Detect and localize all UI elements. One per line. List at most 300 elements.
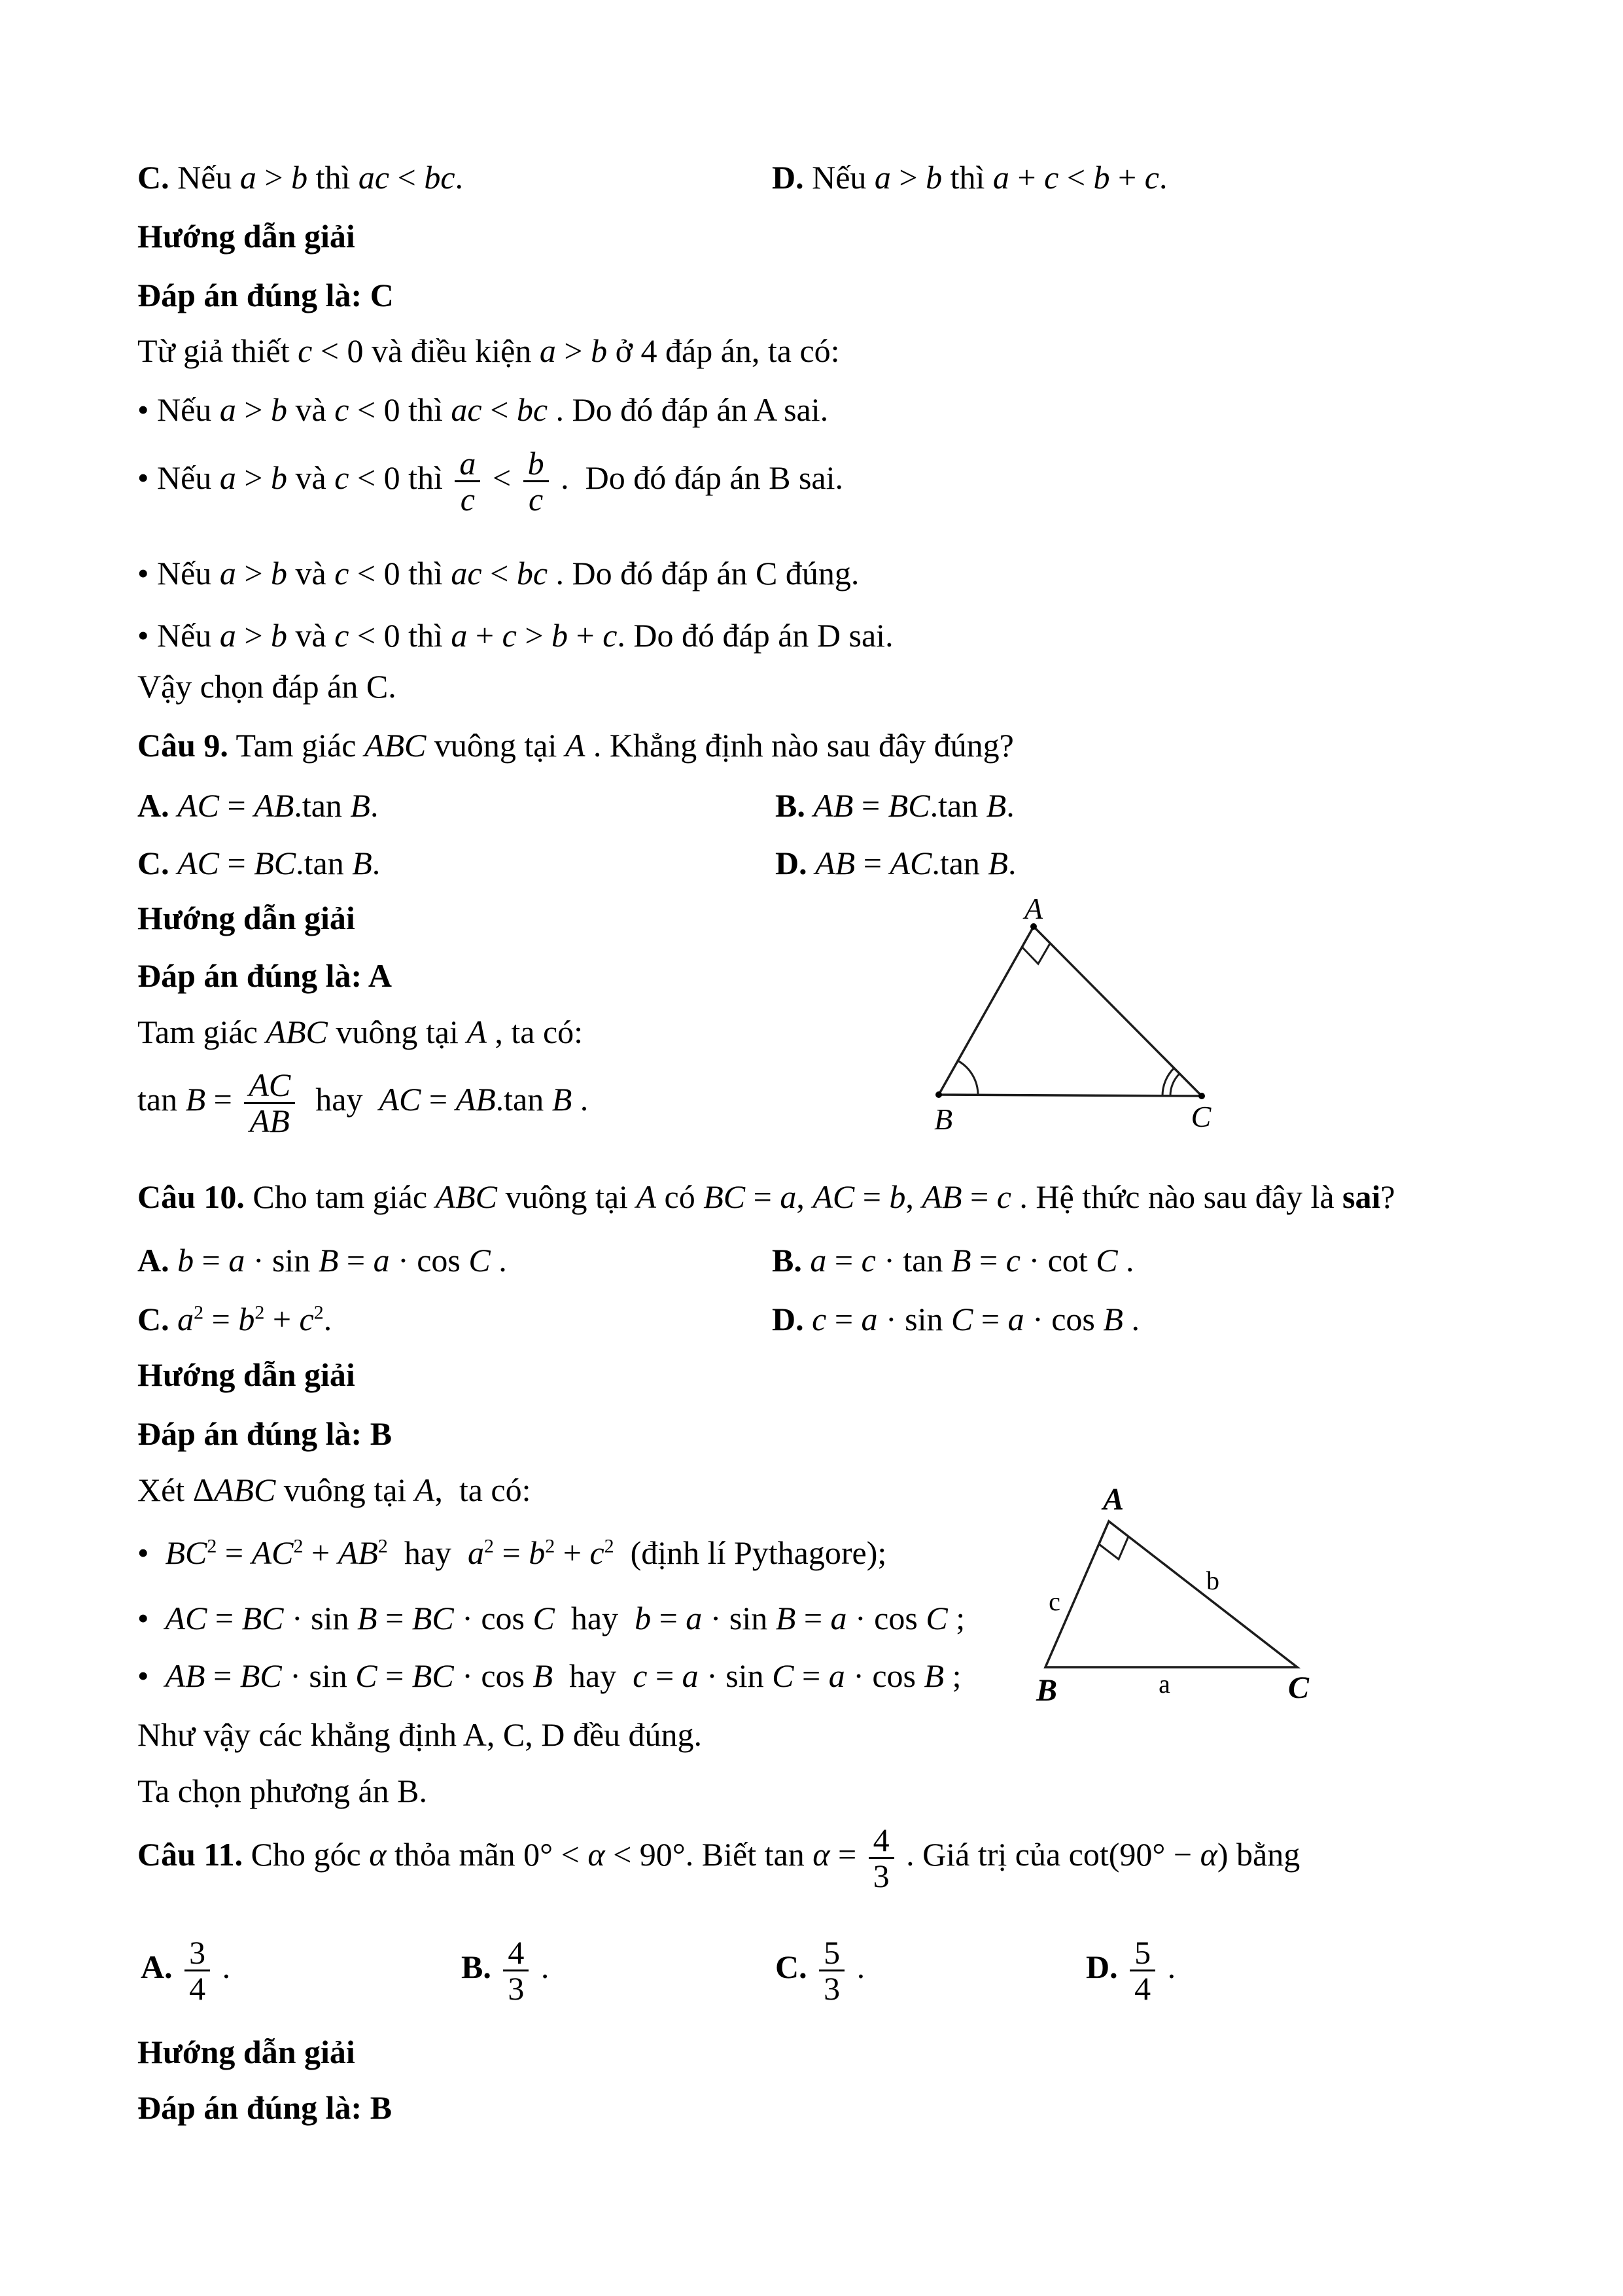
text-run: hay [554, 1600, 635, 1636]
text-run: • [137, 1657, 166, 1694]
text-run: D. [772, 1301, 812, 1337]
text-run: = [971, 1242, 1006, 1279]
text-run: = [854, 1178, 890, 1215]
triangle-figure-q9 [929, 895, 1236, 1139]
text-run: và [287, 555, 335, 592]
text-run: a [177, 1301, 194, 1337]
text-run: a [373, 1242, 390, 1279]
q10-option-c [137, 1299, 332, 1339]
text-run: ac [451, 555, 482, 592]
text-run: B [986, 787, 1007, 824]
vertex-label-a: A [1024, 895, 1043, 925]
side-label-b: b [1206, 1566, 1219, 1595]
text-run: A [466, 1014, 487, 1050]
q9-guide-heading [137, 898, 355, 938]
text-run: < 0 thì [349, 555, 451, 592]
text-run: b [551, 617, 568, 654]
triangle-abc-svg [929, 895, 1236, 1139]
text-run: c [1005, 1242, 1021, 1279]
fraction: $\frac{b}{c}$ [523, 446, 549, 516]
text-run: a [686, 1600, 703, 1636]
text-run: B. [772, 1242, 811, 1279]
fraction: $\frac{3}{4}$ [184, 1935, 210, 2005]
text-run: b [591, 332, 608, 369]
q10-note [137, 1714, 702, 1755]
text-run: • [137, 1534, 166, 1571]
vertex-dot-b [935, 1091, 942, 1098]
text-run: a [682, 1657, 699, 1694]
text-run: a [874, 159, 891, 196]
q10-title [137, 1176, 1395, 1217]
text-run: • Nếu [137, 391, 220, 428]
text-run: vuông tại [426, 727, 565, 764]
text-run: c [602, 617, 618, 654]
q9-option-b [775, 785, 1015, 826]
text-run: AB [455, 1080, 496, 1118]
text-run: > [236, 617, 271, 654]
text-run: α [1200, 1835, 1217, 1873]
text-run: B [350, 787, 370, 824]
text-run: B [532, 1657, 553, 1694]
text-run: B [352, 845, 372, 881]
text-run: BC [411, 1657, 454, 1694]
text-run: B [775, 1600, 796, 1636]
superscript: 2 [545, 1535, 555, 1557]
text-run: c [1044, 159, 1059, 196]
text-run: a [451, 617, 468, 654]
text-run: + [568, 617, 603, 654]
text-run: < [481, 391, 517, 428]
text-run: ABC [435, 1178, 497, 1215]
text-run: a [539, 332, 556, 369]
text-run: Tam giác [228, 727, 364, 764]
text-run: · tan [875, 1242, 951, 1279]
superscript: 2 [293, 1535, 304, 1557]
q11-title [137, 1823, 1300, 1893]
text-run: . [848, 1948, 865, 1985]
q11-guide-heading [137, 2032, 355, 2072]
superscript: 2 [313, 1301, 324, 1324]
text-run: . [370, 787, 379, 824]
text-run: bc [516, 391, 548, 428]
text-run: C [532, 1600, 555, 1636]
q10-option-a [137, 1240, 507, 1280]
text-run: c [502, 617, 517, 654]
q10-choice [137, 1771, 427, 1811]
text-run: α [587, 1835, 605, 1873]
text-run: . [532, 1948, 550, 1985]
vertex-label-a: A [1102, 1482, 1125, 1517]
text-run: = [194, 1242, 229, 1279]
q9-option-a [137, 785, 378, 826]
text-run: AC [177, 787, 220, 824]
text-run: b [635, 1600, 652, 1636]
text-run: < 90°. Biết tan [604, 1835, 813, 1873]
q8-bullet-a [137, 389, 828, 430]
text-run: b [238, 1301, 255, 1337]
text-run: , [796, 1178, 813, 1215]
text-run: AB [254, 787, 294, 824]
text-run: Câu 10. [137, 1178, 245, 1215]
text-run: + [264, 1301, 300, 1337]
triangle-figure-q10 [1034, 1482, 1315, 1708]
triangle-sides [939, 927, 1202, 1096]
text-run: b [1093, 159, 1110, 196]
text-run: + [303, 1534, 338, 1571]
superscript: 2 [604, 1535, 614, 1557]
text-run: · sin [281, 1657, 356, 1694]
text-run: .tan [930, 787, 986, 824]
text-run: hay [553, 1657, 633, 1694]
text-run: BC [411, 1600, 454, 1636]
text-run: C. [137, 1301, 178, 1337]
text-run: a [1007, 1301, 1024, 1337]
text-run: . Do đó đáp án D sai. [617, 617, 894, 654]
text-run: = [855, 845, 890, 881]
text-run: = [217, 1534, 252, 1571]
text-run: = [377, 1600, 412, 1636]
q8-answer-heading [137, 275, 394, 315]
text-run: B [988, 845, 1008, 881]
superscript: 2 [377, 1535, 388, 1557]
text-run: C [468, 1242, 491, 1279]
text-run: = [203, 1301, 239, 1337]
text-run: c [298, 332, 313, 369]
q8-bullet-d [137, 615, 894, 656]
text-run: < 0 thì [349, 459, 451, 496]
text-run: · sin [245, 1242, 319, 1279]
text-run: . [1123, 1301, 1140, 1337]
text-run: BC [165, 1534, 207, 1571]
text-run: ; [947, 1600, 966, 1636]
text-run: .tan [296, 845, 353, 881]
text-run: B [185, 1080, 206, 1118]
text-run: AB [815, 845, 856, 881]
text-run: Hướng dẫn giải [137, 1356, 355, 1393]
text-run: • [137, 1600, 166, 1636]
text-run: c [299, 1301, 314, 1337]
superscript: 2 [207, 1535, 217, 1557]
text-run: hay [387, 1534, 468, 1571]
text-run: = [494, 1534, 529, 1571]
text-run: c [334, 617, 349, 654]
q8-conclusion [137, 666, 396, 707]
text-run: b [177, 1242, 194, 1279]
text-run: · cos [846, 1600, 926, 1636]
text-run: AB [338, 1534, 378, 1571]
right-angle-mark [1099, 1536, 1128, 1559]
text-run: ; [944, 1657, 962, 1694]
text-run: D. [772, 159, 812, 196]
text-run: α [369, 1835, 387, 1873]
text-run: A [414, 1472, 435, 1508]
text-run: BC [254, 845, 296, 881]
text-run: > [890, 159, 926, 196]
text-run: và [287, 459, 335, 496]
text-run: C [926, 1600, 948, 1636]
text-run: (định lí Pythagore); [614, 1534, 887, 1571]
text-run: , ta có: [434, 1472, 531, 1508]
text-run: c [633, 1657, 648, 1694]
text-run: C. [775, 1948, 816, 1985]
text-run: a [228, 1242, 245, 1279]
text-run: Cho góc [243, 1835, 370, 1873]
text-run: = [795, 1600, 831, 1636]
text-run: a [219, 555, 236, 592]
text-run: < [389, 159, 425, 196]
text-run: Nếu [812, 159, 875, 196]
text-run: AC [165, 1600, 207, 1636]
text-run: + [1009, 159, 1045, 196]
q8-bullet-c [137, 553, 859, 593]
text-run: hay [299, 1080, 379, 1118]
text-run: Hướng dẫn giải [137, 218, 355, 255]
text-run: · sin [698, 1657, 773, 1694]
text-run: vuông tại [275, 1472, 415, 1508]
text-run: , ta có: [486, 1014, 584, 1050]
text-run: B [924, 1657, 945, 1694]
q10-guide-heading [137, 1354, 355, 1395]
superscript: 2 [484, 1535, 495, 1557]
text-run: ở 4 đáp án, ta có: [607, 332, 840, 369]
text-run: sai [1342, 1178, 1381, 1215]
text-run: .tan [932, 845, 988, 881]
text-run: . Hệ thức nào sau đây là [1011, 1178, 1343, 1215]
vertex-label-c: C [1287, 1670, 1310, 1705]
text-run: = [377, 1657, 412, 1694]
text-run: + [467, 617, 502, 654]
text-run: , [905, 1178, 922, 1215]
text-run: B [1103, 1301, 1123, 1337]
text-run: D. [1086, 1948, 1126, 1985]
text-run: · cos [453, 1600, 533, 1636]
text-run: Đáp án đúng là: B [137, 2089, 393, 2126]
text-run: Câu 11. [137, 1835, 243, 1873]
text-run: b [291, 159, 308, 196]
text-run: . [572, 1080, 589, 1118]
q11-option-d [1086, 1935, 1176, 2005]
text-run: BC [888, 787, 930, 824]
text-run: A. [141, 1948, 181, 1985]
text-run: . [1117, 1242, 1134, 1279]
text-run: = [853, 787, 888, 824]
q8-option-c [137, 157, 463, 198]
text-run: . Do đó đáp án C đúng. [548, 555, 860, 592]
q11-answer-heading [137, 2087, 392, 2128]
text-run: · cot [1020, 1242, 1096, 1279]
text-run: < [484, 459, 519, 496]
text-run: B [318, 1242, 339, 1279]
q10-option-d [772, 1299, 1140, 1339]
text-run: > [236, 459, 271, 496]
text-run: . Do đó đáp án B sai. [552, 459, 843, 496]
text-run: • Nếu [137, 617, 220, 654]
text-run: a [828, 1657, 845, 1694]
text-run: A. [137, 1242, 178, 1279]
text-run: < 0 thì [349, 391, 451, 428]
text-run: Đáp án đúng là: B [137, 1415, 393, 1452]
q9-body1 [137, 1012, 583, 1052]
text-run: . [1006, 787, 1015, 824]
q10-body1 [137, 1470, 531, 1510]
text-run: A. [137, 787, 178, 824]
triangle-sides [1045, 1521, 1297, 1667]
text-run: Hướng dẫn giải [137, 2034, 355, 2070]
text-run: D. [775, 845, 816, 881]
q10-answer-heading [137, 1413, 392, 1454]
angle-arc-b [958, 1061, 978, 1095]
angle-arc-c-inner [1170, 1074, 1179, 1096]
fraction: $\frac{a}{c}$ [455, 446, 480, 516]
text-run: Đáp án đúng là: C [137, 277, 394, 313]
text-run: Từ giả thiết [137, 332, 298, 369]
superscript: 2 [254, 1301, 265, 1324]
q8-guide-heading [137, 216, 355, 256]
text-run: ABC [213, 1472, 276, 1508]
triangle-abc-sides-svg [1034, 1482, 1315, 1708]
text-run: và [287, 617, 335, 654]
q9-option-c [137, 843, 380, 883]
text-run: vuông tại [327, 1014, 467, 1050]
q11-option-c [775, 1935, 865, 2005]
q9-title [137, 725, 1014, 766]
text-run: . Do đó đáp án A sai. [548, 391, 829, 428]
text-run: BC [239, 1657, 282, 1694]
text-run: và [287, 391, 335, 428]
text-run: Cho tam giác [244, 1178, 436, 1215]
text-run: b [926, 159, 943, 196]
text-run: B [551, 1080, 572, 1118]
text-run: = [205, 1080, 241, 1118]
text-run: Xét Δ [137, 1472, 214, 1508]
text-run: ABC [364, 727, 427, 764]
text-run: bc [424, 159, 455, 196]
text-run: = [826, 1301, 862, 1337]
text-run: C. [137, 845, 178, 881]
text-run: AC [890, 845, 932, 881]
text-run: A [565, 727, 585, 764]
text-run: Đáp án đúng là: A [137, 957, 393, 994]
text-run: thì [942, 159, 993, 196]
text-run: a [780, 1178, 797, 1215]
text-run: > [516, 617, 552, 654]
text-run: C [951, 1301, 973, 1337]
text-run: vuông tại [497, 1178, 637, 1215]
q10-bullet-3 [137, 1655, 961, 1696]
text-run: a [219, 391, 236, 428]
text-run: α [812, 1835, 830, 1873]
text-run: < [481, 555, 517, 592]
text-run: ABC [266, 1014, 328, 1050]
text-run: c [334, 391, 349, 428]
side-label-c: c [1049, 1587, 1060, 1616]
text-run: Hướng dẫn giải [137, 900, 355, 936]
text-run: b [271, 617, 288, 654]
text-run: Tam giác [137, 1014, 266, 1050]
q9-option-d [775, 843, 1016, 883]
text-run: > [555, 332, 591, 369]
text-run: . [1159, 159, 1168, 196]
text-run: . [490, 1242, 507, 1279]
vertex-label-c: C [1191, 1100, 1212, 1133]
text-run: Ta chọn phương án B. [137, 1773, 428, 1809]
text-run: thỏa mãn 0° < [386, 1835, 588, 1873]
text-run: B [951, 1242, 971, 1279]
text-run: = [651, 1600, 686, 1636]
text-run: b [271, 459, 288, 496]
text-run: . Giá trị của cot(90° − [898, 1835, 1200, 1873]
q11-option-a [141, 1935, 230, 2005]
text-run: < [1058, 159, 1094, 196]
text-run: = [829, 1835, 865, 1873]
vertex-label-b: B [1036, 1673, 1058, 1708]
text-run: c [812, 1301, 827, 1337]
text-run: · cos [1024, 1301, 1104, 1337]
fraction: $\frac{AC}{AB}$ [244, 1068, 295, 1138]
text-run: . [1159, 1948, 1176, 1985]
text-run: c [996, 1178, 1011, 1215]
text-run: b [271, 555, 288, 592]
text-run: A [636, 1178, 656, 1215]
text-run: . Khẳng định nào sau đây đúng? [585, 727, 1014, 764]
side-label-a: a [1159, 1669, 1170, 1699]
text-run: AC [177, 845, 220, 881]
text-run: + [1109, 159, 1145, 196]
text-run: = [826, 1242, 862, 1279]
text-run: b [271, 391, 288, 428]
text-run: Như vậy các khẳng định A, C, D đều đúng. [137, 1716, 703, 1753]
q10-option-b [772, 1240, 1134, 1280]
q8-bullet-b [137, 446, 843, 516]
text-run: .tan [495, 1080, 552, 1118]
text-run: = [962, 1178, 997, 1215]
text-run: c [589, 1534, 604, 1571]
fraction: $\frac{5}{3}$ [819, 1935, 845, 2005]
text-run: . [323, 1301, 332, 1337]
text-run: ) bằng [1217, 1835, 1300, 1873]
text-run: c [334, 555, 349, 592]
text-run: = [338, 1242, 374, 1279]
text-run: BC [241, 1600, 284, 1636]
text-run: có [656, 1178, 704, 1215]
vertex-dot-c [1198, 1093, 1205, 1099]
text-run: = [745, 1178, 780, 1215]
text-run: C [1096, 1242, 1118, 1279]
text-run: = [973, 1301, 1008, 1337]
text-run: · sin [877, 1301, 952, 1337]
text-run: Vậy chọn đáp án C. [137, 668, 396, 705]
text-run: . [372, 845, 381, 881]
text-run: .tan [294, 787, 351, 824]
text-run: . [455, 159, 464, 196]
text-run: a [239, 159, 256, 196]
text-run: AB [813, 787, 854, 824]
text-run: AB [165, 1657, 205, 1694]
text-run: thì [307, 159, 358, 196]
text-run: > [236, 555, 271, 592]
text-run: ? [1380, 1178, 1395, 1215]
text-run: c [1144, 159, 1159, 196]
superscript: 2 [194, 1301, 204, 1324]
text-run: · cos [453, 1657, 533, 1694]
text-run: = [647, 1657, 682, 1694]
text-run: c [861, 1242, 876, 1279]
text-run: AC [379, 1080, 421, 1118]
text-run: b [889, 1178, 906, 1215]
text-run: AC [251, 1534, 294, 1571]
text-run: BC [703, 1178, 746, 1215]
text-run: < 0 thì [349, 617, 451, 654]
